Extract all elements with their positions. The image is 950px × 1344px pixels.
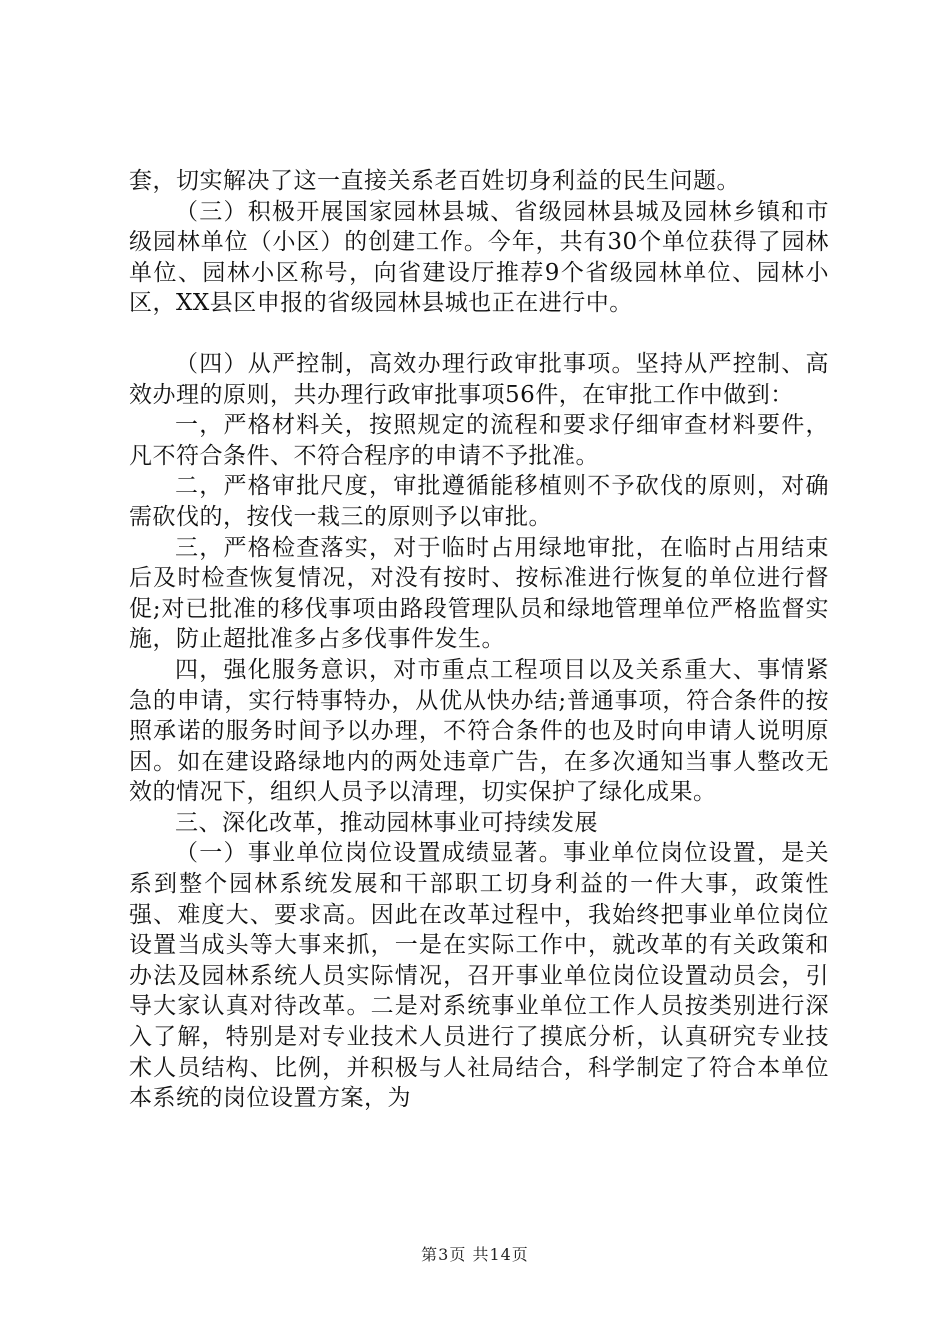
paragraph-item-one: 一，严格材料关，按照规定的流程和要求仔细审查材料要件，凡不符合条件、不符合程序的申请不予批准。 (129, 412, 829, 469)
page-footer: 第3页 共14页 (421, 1245, 529, 1264)
paragraph-garden-creation: （三）积极开展国家园林县城、省级园林县城及园林乡镇和市级园林单位（小区）的创建工作。今年，共有30个单位获得了园林单位、园林小区称号，向省建设厅推荐9个省级园林单位、园林小区，XX县区申报的省级园林县城也正在进行中。 (129, 198, 829, 317)
paragraph-administrative-approval: （四）从严控制，高效办理行政审批事项。坚持从严控制、高效办理的原则，共办理行政审批事项56件，在审批工作中做到： (129, 350, 829, 408)
paragraph-item-three: 三，严格检查落实，对于临时占用绿地审批，在临时占用结束后及时检查恢复情况，对没有按时、按标准进行恢复的单位进行督促;对已批准的移伐事项由路段管理队员和绿地管理单位严格监督实施，防止超批准多占多伐事件发生。 (129, 534, 829, 653)
section-heading-reform: 三、深化改革，推动园林事业可持续发展 (175, 809, 598, 836)
paragraph-item-two: 二，严格审批尺度，审批遵循能移植则不予砍伐的原则，对确需砍伐的，按伐一栽三的原则予以审批。 (129, 473, 829, 530)
paragraph-item-four: 四，强化服务意识，对市重点工程项目以及关系重大、事情紧急的申请，实行特事特办，从优从快办结;普通事项，符合条件的按照承诺的服务时间予以办理，不符合条件的也及时向申请人说明原因。如在建设路绿地内的两处违章广告，在多次通知当事人整改无效的情况下，组织人员予以清理，切实保护了绿化成果。 (129, 656, 829, 806)
paragraph-post-setting: （一）事业单位岗位设置成绩显著。事业单位岗位设置，是关系到整个园林系统发展和干部职工切身利益的一件大事，政策性强、难度大、要求高。因此在改革过程中，我始终把事业单位岗位设置当成头等大事来抓，一是在实际工作中，就改革的有关政策和办法及园林系统人员实际情况，召开事业单位岗位设置动员会，引导大家认真对待改革。二是对系统事业单位工作人员按类别进行深入了解，特别是对专业技术人员进行了摸底分析，认真研究专业技术人员结构、比例，并积极与人社局结合，科学制定了符合本单位本系统的岗位设置方案，为 (129, 840, 829, 1112)
document-body (129, 166, 829, 1114)
paragraph-continuation: 套，切实解决了这一直接关系老百姓切身利益的民生问题。 (129, 168, 740, 194)
